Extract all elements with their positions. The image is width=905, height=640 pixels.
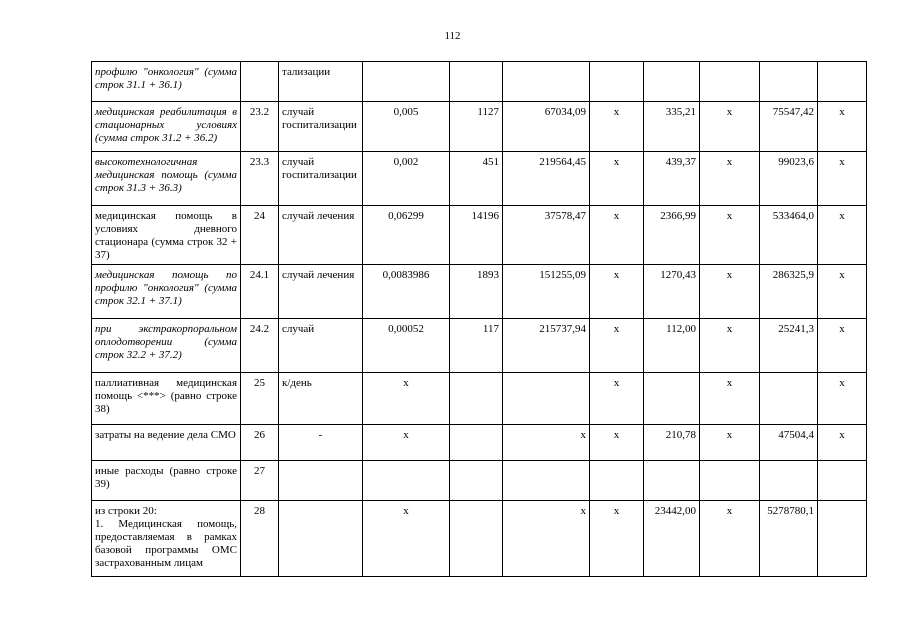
cell-row-number: 28 xyxy=(241,501,279,577)
cell-unit: тализации xyxy=(279,62,363,102)
cell-col7: х xyxy=(590,501,644,577)
cell-unit xyxy=(279,501,363,577)
page-number: 112 xyxy=(444,30,461,42)
cell-norm xyxy=(363,62,450,102)
cell-total: 75547,42 xyxy=(760,102,818,152)
cell-col11: х xyxy=(818,265,867,319)
cell-name: медицинская помощь по профилю "онкология" (сумма строк 32.1 + 37.1) xyxy=(92,265,241,319)
cell-unit: случай xyxy=(279,319,363,373)
cell-cost: 219564,45 xyxy=(503,152,590,206)
cell-count: 451 xyxy=(450,152,503,206)
cell-col11 xyxy=(818,62,867,102)
cell-count xyxy=(450,501,503,577)
cell-total: 533464,0 xyxy=(760,206,818,265)
table-row xyxy=(92,425,867,461)
cell-unit: к/день xyxy=(279,373,363,425)
cell-unit: - xyxy=(279,425,363,461)
cell-col7 xyxy=(590,461,644,501)
cell-row-number: 27 xyxy=(241,461,279,501)
cell-name: медицинская помощь в условиях дневного стационара (сумма строк 32 + 37) xyxy=(92,206,241,265)
table-row xyxy=(92,501,867,577)
cell-per-capita xyxy=(644,461,700,501)
cell-per-capita xyxy=(644,62,700,102)
cell-per-capita: 335,21 xyxy=(644,102,700,152)
cell-col11: х xyxy=(818,373,867,425)
cell-col9: х xyxy=(700,102,760,152)
cell-norm: 0,005 xyxy=(363,102,450,152)
cell-col7: х xyxy=(590,265,644,319)
cell-name: из строки 20: 1. Медицинская помощь, предоставляемая в рамках базовой программы ОМС застрахованным лицам xyxy=(92,501,241,577)
table-row xyxy=(92,265,867,319)
cell-col11 xyxy=(818,461,867,501)
cell-col9: х xyxy=(700,501,760,577)
cell-col11: х xyxy=(818,425,867,461)
cell-col9 xyxy=(700,62,760,102)
cell-per-capita xyxy=(644,373,700,425)
table-row xyxy=(92,206,867,265)
cell-col11: х xyxy=(818,319,867,373)
cell-per-capita: 210,78 xyxy=(644,425,700,461)
cell-cost: х xyxy=(503,501,590,577)
cell-row-number: 23.3 xyxy=(241,152,279,206)
table-row xyxy=(92,62,867,102)
cell-total xyxy=(760,373,818,425)
cell-row-number: 24 xyxy=(241,206,279,265)
cell-col7 xyxy=(590,62,644,102)
cell-count xyxy=(450,461,503,501)
cell-col11 xyxy=(818,501,867,577)
cell-unit: случай лечения xyxy=(279,265,363,319)
cell-col7: х xyxy=(590,373,644,425)
cell-total: 286325,9 xyxy=(760,265,818,319)
cell-cost: 151255,09 xyxy=(503,265,590,319)
cell-count: 14196 xyxy=(450,206,503,265)
cell-col11: х xyxy=(818,206,867,265)
cell-total: 25241,3 xyxy=(760,319,818,373)
cell-cost: х xyxy=(503,425,590,461)
table-row xyxy=(92,461,867,501)
cell-unit: случай лечения xyxy=(279,206,363,265)
cell-total: 99023,6 xyxy=(760,152,818,206)
cell-unit: случай госпитализации xyxy=(279,152,363,206)
cell-total: 47504,4 xyxy=(760,425,818,461)
cell-name: медицинская реабилитация в стационарных условиях (сумма строк 31.2 + 36.2) xyxy=(92,102,241,152)
cell-cost: 37578,47 xyxy=(503,206,590,265)
cell-name: иные расходы (равно строке 39) xyxy=(92,461,241,501)
cell-count: 1127 xyxy=(450,102,503,152)
cell-total: 5278780,1 xyxy=(760,501,818,577)
cell-count: 117 xyxy=(450,319,503,373)
cell-col11: х xyxy=(818,102,867,152)
cell-per-capita: 112,00 xyxy=(644,319,700,373)
cell-col9: х xyxy=(700,265,760,319)
cell-col7: х xyxy=(590,206,644,265)
cell-col9: х xyxy=(700,373,760,425)
cell-row-number xyxy=(241,62,279,102)
cell-per-capita: 439,37 xyxy=(644,152,700,206)
cell-col7: х xyxy=(590,102,644,152)
cell-col7: х xyxy=(590,319,644,373)
cell-name: высокотехнологичная медицинская помощь (сумма строк 31.3 + 36.3) xyxy=(92,152,241,206)
cell-col9 xyxy=(700,461,760,501)
cell-count: 1893 xyxy=(450,265,503,319)
cell-col9: х xyxy=(700,425,760,461)
table-row xyxy=(92,102,867,152)
cell-col7: х xyxy=(590,425,644,461)
cell-per-capita: 1270,43 xyxy=(644,265,700,319)
cell-row-number: 25 xyxy=(241,373,279,425)
cell-col9: х xyxy=(700,319,760,373)
cell-total xyxy=(760,62,818,102)
cell-row-number: 26 xyxy=(241,425,279,461)
cell-name: при экстракорпоральном оплодотворении (сумма строк 32.2 + 37.2) xyxy=(92,319,241,373)
cell-name: профилю "онкология" (сумма строк 31.1 + 36.1) xyxy=(92,62,241,102)
cell-per-capita: 23442,00 xyxy=(644,501,700,577)
cell-name: паллиативная медицинская помощь <***> (равно строке 38) xyxy=(92,373,241,425)
cell-unit xyxy=(279,461,363,501)
cell-unit: случай госпитализации xyxy=(279,102,363,152)
table-row xyxy=(92,319,867,373)
cell-cost xyxy=(503,461,590,501)
table-row xyxy=(92,373,867,425)
cell-row-number: 24.2 xyxy=(241,319,279,373)
cell-norm: 0,00052 xyxy=(363,319,450,373)
cell-col9: х xyxy=(700,152,760,206)
cell-count xyxy=(450,62,503,102)
cell-count xyxy=(450,425,503,461)
cell-col11: х xyxy=(818,152,867,206)
cell-name: затраты на ведение дела СМО xyxy=(92,425,241,461)
cell-norm: 0,06299 xyxy=(363,206,450,265)
cell-norm: 0,002 xyxy=(363,152,450,206)
cell-cost xyxy=(503,62,590,102)
budget-table xyxy=(91,61,867,577)
cell-col7: х xyxy=(590,152,644,206)
cell-cost xyxy=(503,373,590,425)
cell-norm: 0,0083986 xyxy=(363,265,450,319)
cell-row-number: 24.1 xyxy=(241,265,279,319)
cell-norm xyxy=(363,461,450,501)
cell-total xyxy=(760,461,818,501)
cell-col9: х xyxy=(700,206,760,265)
cell-norm: х xyxy=(363,425,450,461)
table-row xyxy=(92,152,867,206)
cell-count xyxy=(450,373,503,425)
cell-norm: х xyxy=(363,501,450,577)
cell-cost: 215737,94 xyxy=(503,319,590,373)
cell-norm: х xyxy=(363,373,450,425)
cell-cost: 67034,09 xyxy=(503,102,590,152)
cell-row-number: 23.2 xyxy=(241,102,279,152)
cell-per-capita: 2366,99 xyxy=(644,206,700,265)
